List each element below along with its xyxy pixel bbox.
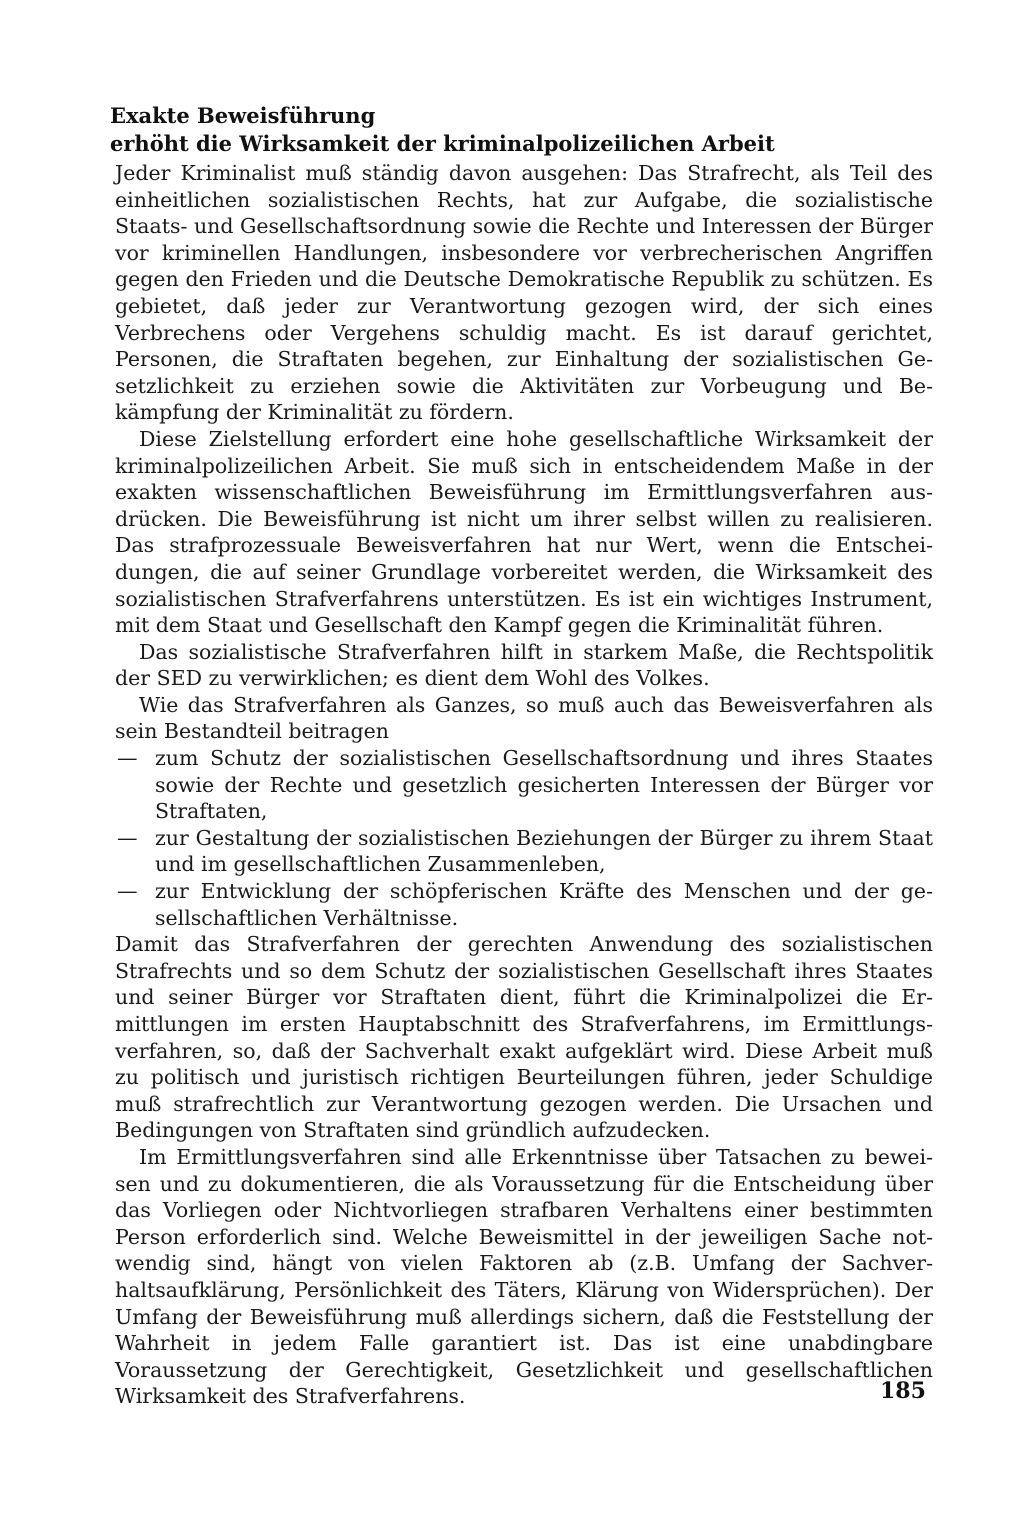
paragraph-6: Im Ermittlungsverfahren sind alle Erkenntnisse über Tatsachen zu beweisen und zu dokumentieren, die als Voraussetzung für die Entscheidung über das Vorliegen oder Nichtvorliegen strafbaren Verhaltens einer bestimmten Person erforderlich sind. Welche Beweismittel in der jeweiligen Sache notwendig sind, hängt von vielen Faktoren ab (z.B. Umfang der Sachverhaltsaufklärung, Persönlichkeit des Täters, Klärung von Widersprüchen). Der Umfang der Beweisführung muß allerdings sichern, daß die Feststellung der Wahrheit in jedem Falle garantiert ist. Das ist eine unabdingbare Voraussetzung der Gerechtigkeit, Gesetzlichkeit und gesellschaftlichen Wirksamkeit des Strafverfahrens. (115, 1144, 933, 1409)
list-item-text: zur Entwicklung der schöpferischen Kräfte des Menschen und der gesellschaftlichen Verhältnisse. (155, 879, 933, 930)
dash-bullet: — (117, 746, 138, 771)
list-item (115, 878, 933, 931)
section-heading (110, 102, 930, 158)
dash-bullet: — (117, 825, 138, 850)
body-text (115, 160, 933, 1410)
contribution-list (115, 745, 933, 931)
list-item-text: zur Gestaltung der sozialistischen Beziehungen der Bürger zu ihrem Staat und im gesellschaftlichen Zusammenleben, (155, 825, 933, 877)
list-item-text: zum Schutz der sozialistischen Gesellschaftsordnung und ihres Staates sowie der Rechte und gesetzlich gesicherten Interessen der Bürger vor Straftaten, (155, 746, 933, 824)
heading-line-2: erhöht die Wirksamkeit der kriminalpolizeilichen Arbeit (110, 131, 775, 156)
paragraph-5: Damit das Strafverfahren der gerechten Anwendung des sozialistischen Strafrechts und so dem Schutz der sozialistischen Gesellschaft ihres Staates und seiner Bürger vor Straftaten dient, führt die Kriminalpolizei die Ermittlungen im ersten Hauptabschnitt des Strafverfahrens, im Ermittlungsverfahren, so, daß der Sachverhalt exakt aufgeklärt wird. Diese Arbeit muß zu politisch und juristisch richtigen Beurteilungen führen, jeder Schuldige muß strafrechtlich zur Verantwortung gezogen werden. Die Ursachen und Bedingungen von Straftaten sind gründlich aufzudecken. (115, 932, 933, 1143)
list-item (115, 825, 933, 878)
page-number: 185 (880, 1378, 926, 1404)
paragraph-2: Diese Zielstellung erfordert eine hohe gesellschaftliche Wirksamkeit der kriminalpolizeilichen Arbeit. Sie muß sich in entscheidendem Maße in der exakten wissenschaftlichen Beweisführung im Ermittlungsverfahren ausdrücken. Die Beweisführung ist nicht um ihrer selbst willen zu realisieren. Das strafprozessuale Beweisverfahren hat nur Wert, wenn die Entscheidungen, die auf seiner Grundlage vorbereitet werden, die Wirksamkeit des sozialistischen Strafverfahrens unterstützen. Es ist ein wichtiges Instrument, mit dem Staat und Gesellschaft den Kampf gegen die Kriminalität führen. (115, 426, 933, 638)
list-item (115, 745, 933, 825)
paragraph-4: Wie das Strafverfahren als Ganzes, so muß auch das Beweisverfahren als sein Bestandteil beitragen (115, 692, 933, 744)
paragraph-3: Das sozialistische Strafverfahren hilft in starkem Maße, die Rechtspolitik der SED zu verwirklichen; es dient dem Wohl des Volkes. (115, 639, 933, 691)
heading-line-1: Exakte Beweisführung (110, 103, 376, 128)
paragraph-1: Jeder Kriminalist muß ständig davon ausgehen: Das Strafrecht, als Teil des einheitlichen sozialistischen Rechts, hat zur Aufgabe, die sozialistische Staats- und Gesellschaftsordnung sowie die Rechte und Interessen der Bürger vor kriminellen Handlungen, insbesondere vor verbrecherischen Angriffen gegen den Frieden und die Deutsche Demokratische Republik zu schützen. Es gebietet, daß jeder zur Verantwortung gezogen wird, der sich eines Verbrechens oder Vergehens schuldig macht. Es ist darauf gerichtet, Personen, die Straftaten begehen, zur Einhaltung der sozialistischen Gesetzlichkeit zu erziehen sowie die Aktivitäten zur Vorbeugung und Bekämpfung der Kriminalität zu fördern. (115, 161, 933, 425)
dash-bullet: — (117, 879, 138, 904)
